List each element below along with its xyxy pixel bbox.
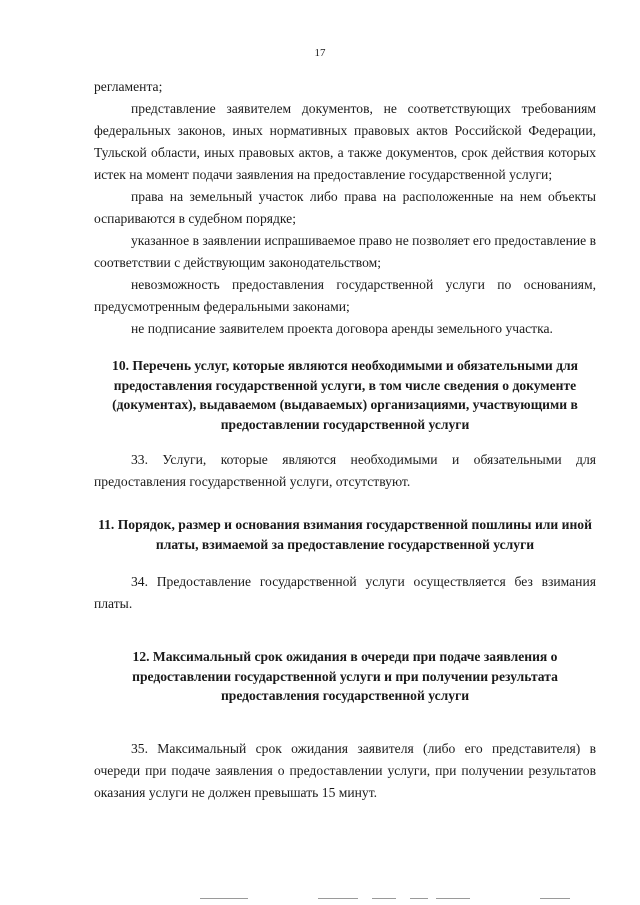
paragraph-refusal-reason: представление заявителем документов, не соответствующих требованиям федеральных законов, иных нормативных правовых актов Российской Федерации, Тульской области, иных правовых актов, а также документов, срок действия которых истек на момент подачи заявления на предоставление государственной услуги; — [94, 101, 596, 182]
page-number: 17 — [314, 47, 326, 59]
scan-artifacts — [0, 898, 640, 902]
section-10-heading: 10. Перечень услуг, которые являются необходимыми и обязательными для предоставления государственной услуги, в том числе сведения о документе (документах), выдаваемом (выдаваемых) организациями, участвующими в предоставлении государственной услуги — [112, 358, 578, 432]
paragraph-refusal-reason: невозможность предоставления государственной услуги по основаниям, предусмотренным федеральными законами; — [94, 277, 596, 314]
document-body — [94, 76, 596, 804]
paragraph-refusal-reason: не подписание заявителем проекта договора аренды земельного участка. — [131, 321, 553, 336]
section-12-text: 35. Максимальный срок ожидания заявителя (либо его представителя) в очереди при подаче заявления о предоставлении услуги, при получении результатов оказания услуги не должен превышать 15 минут. — [94, 740, 596, 800]
paragraph-continuation: регламента; — [94, 79, 163, 94]
paragraph-refusal-reason: права на земельный участок либо права на расположенные на нем объекты оспариваются в судебном порядке; — [94, 189, 596, 226]
section-12-heading: 12. Максимальный срок ожидания в очереди при подаче заявления о предоставлении государственной услуги и при получении результата предоставления государственной услуги — [132, 649, 558, 703]
section-11-text: 34. Предоставление государственной услуги осуществляется без взимания платы. — [94, 574, 596, 611]
paragraph-refusal-reason: указанное в заявлении испрашиваемое право не позволяет его предоставление в соответствии с действующим законодательством; — [94, 233, 596, 270]
section-10-text: 33. Услуги, которые являются необходимыми и обязательными для предоставления государственной услуги, отсутствуют. — [94, 452, 596, 489]
section-11-heading: 11. Порядок, размер и основания взимания государственной пошлины или иной платы, взимаемой за предоставление государственной услуги — [98, 517, 592, 552]
